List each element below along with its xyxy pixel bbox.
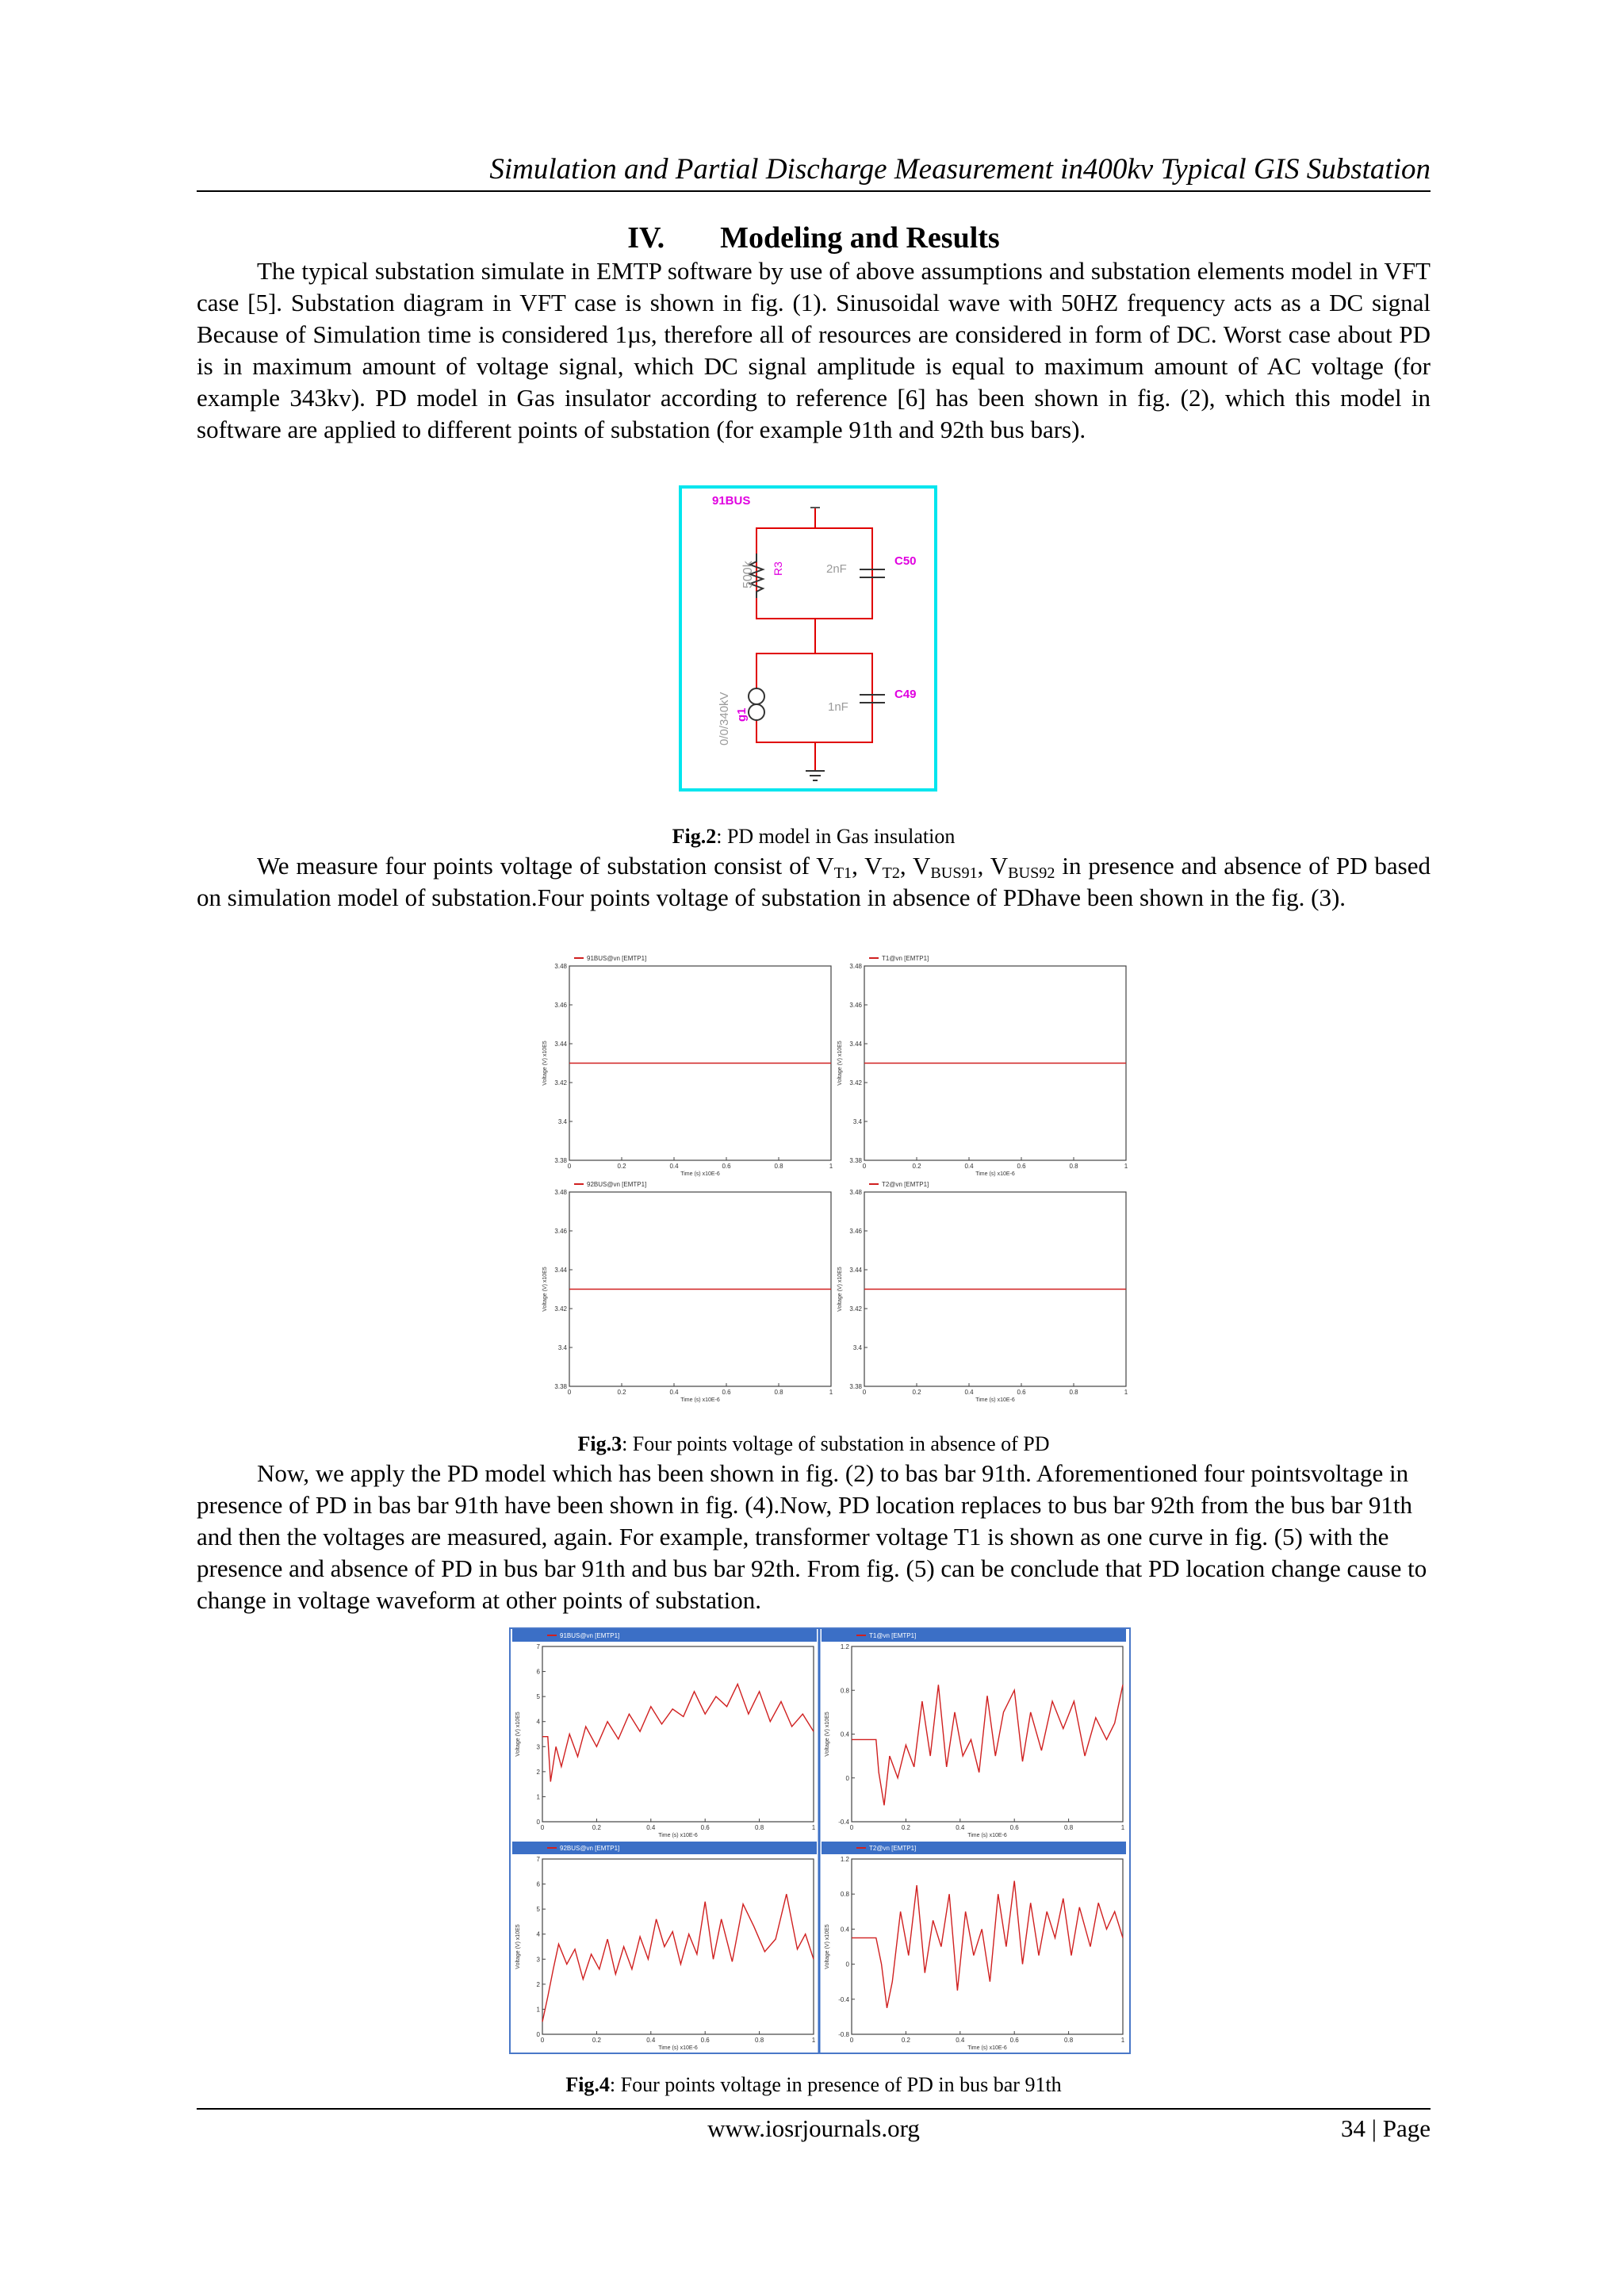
legend-label-fig3-0: 91BUS@vn [EMTP1]: [587, 955, 647, 962]
y-tick-label-fig4-3-1: 0.8: [840, 1891, 849, 1899]
fig3-chart-grid: [539, 952, 1134, 1404]
x-tick-label-fig3-3-2: 0.4: [964, 1389, 974, 1396]
source-name: g1: [735, 707, 749, 722]
y-tick-label-fig4-0-5: 2: [536, 1768, 540, 1776]
p2-text-2: , V: [852, 852, 883, 880]
chart-title-bar-fig4-2: [512, 1842, 817, 1854]
x-axis-label-fig4-0: Time (s) x10E-6: [658, 1833, 698, 1838]
legend-label-fig4-0: 91BUS@vn [EMTP1]: [560, 1632, 620, 1639]
paragraph-3-text: Now, we apply the PD model which has been shown in fig. (2) to bas bar 91th. Aforementioned four pointsvoltage in presence of PD in bas bar 91th have been shown in fig. (4).Now, PD location replaces to bus bar 92th from the bus bar 91th and then the voltages are measured, again. For example, transformer voltage T1 is shown as one curve in fig. (5) with the presence and absence of PD in bus bar 91th and bus bar 92th. From fig. (5) can be conclude that PD location change cause to change in voltage waveform at other points of substation.: [197, 1459, 1427, 1614]
y-tick-label-fig4-1-2: 0.4: [840, 1731, 849, 1738]
y-tick-label-fig3-1-2: 3.44: [849, 1041, 862, 1048]
y-tick-label-fig3-2-5: 3.38: [554, 1383, 567, 1390]
p2-text-3: , V: [899, 852, 931, 880]
y-tick-label-fig4-2-2: 5: [536, 1906, 540, 1914]
x-tick-label-fig4-3-0: 0: [849, 2037, 854, 2044]
x-tick-label-fig3-1-2: 0.4: [964, 1163, 974, 1170]
x-tick-label-fig3-2-4: 0.8: [774, 1389, 783, 1396]
x-tick-label-fig4-2-2: 0.4: [646, 2037, 656, 2044]
page-number: 34 | Page: [1341, 2114, 1431, 2142]
x-tick-label-fig4-1-3: 0.6: [1009, 1824, 1019, 1831]
x-tick-label-fig3-2-3: 0.6: [722, 1389, 731, 1396]
chart-fig4-1: [822, 1629, 1126, 1838]
x-tick-label-fig3-3-0: 0: [862, 1389, 867, 1396]
section-title: Modeling and Results: [720, 221, 1000, 255]
y-tick-label-fig4-2-6: 1: [536, 2006, 540, 2014]
y-tick-label-fig4-0-4: 3: [536, 1743, 540, 1751]
fig3-svg: [539, 952, 1134, 1404]
y-tick-label-fig4-2-1: 6: [536, 1880, 540, 1888]
legend-label-fig4-3: T2@vn [EMTP1]: [869, 1845, 917, 1852]
legend-label-fig4-1: T1@vn [EMTP1]: [869, 1632, 917, 1639]
p2-text-1: We measure four points voltage of substation consist of V: [257, 852, 834, 880]
y-tick-label-fig3-0-2: 3.44: [554, 1041, 567, 1048]
x-axis-label-fig4-2: Time (s) x10E-6: [658, 2045, 698, 2051]
y-tick-label-fig4-3-4: -0.4: [838, 1995, 849, 2003]
fig2-text: : PD model in Gas insulation: [716, 825, 956, 848]
y-tick-label-fig4-1-4: -0.4: [838, 1819, 849, 1826]
y-tick-label-fig3-0-4: 3.4: [557, 1118, 567, 1125]
footer-rule: [197, 2108, 1431, 2110]
y-axis-label-fig4-0: Voltage (V) x10E5: [515, 1711, 521, 1757]
plot-area-fig4-3: [852, 1859, 1123, 2034]
x-tick-label-fig4-0-0: 0: [540, 1824, 545, 1831]
x-tick-label-fig3-2-1: 0.2: [617, 1389, 626, 1396]
source-value: 0/0/340kV: [718, 692, 731, 746]
resistor-value: 500k: [741, 561, 755, 588]
x-tick-label-fig4-3-2: 0.4: [956, 2037, 965, 2044]
x-tick-label-fig4-3-1: 0.2: [901, 2037, 910, 2044]
p2-text-4: , V: [977, 852, 1009, 880]
x-tick-label-fig4-3-4: 0.8: [1064, 2037, 1074, 2044]
section-heading: [197, 220, 1431, 255]
y-tick-label-fig3-2-2: 3.44: [554, 1267, 567, 1274]
p2-sub-3: BUS91: [930, 864, 978, 883]
x-tick-label-fig3-0-5: 1: [829, 1163, 833, 1170]
y-tick-label-fig4-0-1: 6: [536, 1668, 540, 1676]
x-tick-label-fig4-1-4: 0.8: [1064, 1824, 1074, 1831]
y-tick-label-fig3-0-1: 3.46: [554, 1002, 567, 1009]
y-tick-label-fig3-2-1: 3.46: [554, 1228, 567, 1235]
x-tick-label-fig4-0-5: 1: [811, 1824, 816, 1831]
legend-label-fig3-2: 92BUS@vn [EMTP1]: [587, 1181, 647, 1188]
y-tick-label-fig4-2-3: 4: [536, 1930, 540, 1938]
fig4-chart-grid: [509, 1627, 1131, 2054]
y-axis-label-fig4-3: Voltage (V) x10E5: [825, 1924, 830, 1969]
x-axis-label-fig4-3: Time (s) x10E-6: [967, 2045, 1007, 2051]
legend-label-fig3-1: T1@vn [EMTP1]: [882, 955, 929, 962]
pd-circuit-diagram: [679, 485, 937, 792]
x-tick-label-fig4-0-4: 0.8: [755, 1824, 764, 1831]
x-tick-label-fig4-0-3: 0.6: [700, 1824, 710, 1831]
y-tick-label-fig3-0-3: 3.42: [554, 1079, 567, 1087]
y-tick-label-fig4-3-5: -0.8: [838, 2031, 849, 2038]
y-tick-label-fig4-1-3: 0: [845, 1774, 849, 1782]
legend-label-fig3-3: T2@vn [EMTP1]: [882, 1181, 929, 1188]
y-tick-label-fig4-0-3: 4: [536, 1718, 540, 1726]
y-tick-label-fig4-0-0: 7: [536, 1643, 540, 1650]
y-tick-label-fig3-1-3: 3.42: [849, 1079, 862, 1087]
p2-sub-4: BUS92: [1008, 864, 1055, 883]
y-axis-label-fig3-2: Voltage (V) x10E5: [542, 1267, 548, 1312]
x-tick-label-fig3-3-4: 0.8: [1069, 1389, 1078, 1396]
fig4-svg: [511, 1629, 1129, 2053]
plot-area-fig4-1: [852, 1646, 1123, 1822]
x-tick-label-fig4-3-3: 0.6: [1009, 2037, 1019, 2044]
paragraph-3: [197, 1458, 1431, 1616]
chart-fig4-0: [512, 1629, 817, 1838]
y-tick-label-fig3-1-5: 3.38: [849, 1157, 862, 1164]
cap1-name: C50: [894, 554, 917, 568]
chart-fig3-3: [837, 1181, 1128, 1403]
x-tick-label-fig4-1-5: 1: [1120, 1824, 1125, 1831]
p2-text-5: in presence and absence of PD based on simulation model of substation.Four points voltage of substation in absence of PDhave been shown in the fig. (3).: [197, 852, 1431, 911]
y-tick-label-fig4-0-6: 1: [536, 1793, 540, 1801]
y-tick-label-fig3-2-3: 3.42: [554, 1305, 567, 1313]
x-tick-label-fig3-2-2: 0.4: [669, 1389, 679, 1396]
y-tick-label-fig4-0-2: 5: [536, 1693, 540, 1701]
y-tick-label-fig4-1-0: 1.2: [840, 1643, 849, 1650]
fig4-caption: [197, 2073, 1431, 2097]
x-tick-label-fig4-2-3: 0.6: [700, 2037, 710, 2044]
x-tick-label-fig4-1-1: 0.2: [901, 1824, 910, 1831]
chart-fig3-0: [542, 955, 833, 1177]
fig2-caption: [197, 825, 1431, 849]
y-tick-label-fig3-3-5: 3.38: [849, 1383, 862, 1390]
x-axis-label-fig4-1: Time (s) x10E-6: [967, 1833, 1007, 1838]
bus-label: 91BUS: [712, 494, 751, 508]
y-tick-label-fig3-1-0: 3.48: [849, 963, 862, 970]
p2-sub-2: T2: [882, 864, 900, 883]
y-axis-label-fig4-2: Voltage (V) x10E5: [515, 1924, 521, 1969]
footer-url: www.iosrjournals.org: [707, 2114, 920, 2142]
x-tick-label-fig3-1-4: 0.8: [1069, 1163, 1078, 1170]
y-tick-label-fig4-3-0: 1.2: [840, 1856, 849, 1863]
p2-sub-1: T1: [833, 864, 852, 883]
y-tick-label-fig3-3-0: 3.48: [849, 1189, 862, 1196]
y-tick-label-fig4-3-3: 0: [845, 1961, 849, 1968]
x-axis-label-fig3-3: Time (s) x10E-6: [975, 1397, 1015, 1403]
y-tick-label-fig3-2-0: 3.48: [554, 1189, 567, 1196]
x-tick-label-fig3-2-5: 1: [829, 1389, 833, 1396]
x-tick-label-fig4-1-2: 0.4: [956, 1824, 965, 1831]
paragraph-1-text: The typical substation simulate in EMTP software by use of above assumptions and substation elements model in VFT case [5]. Substation diagram in VFT case is shown in fig. (1). Sinusoidal wave with 50HZ frequency acts as a DC signal Because of Simulation time is considered 1µs, therefore all of resources are considered in form of DC. Worst case about PD is in maximum amount of voltage signal, which DC signal amplitude is equal to maximum amount of AC voltage (for example 343kv). PD model in Gas insulator according to reference [6] has been shown in fig. (2), which this model in software are applied to different points of substation (for example 91th and 92th bus bars).: [197, 257, 1431, 443]
paragraph-1: [197, 255, 1431, 446]
y-tick-label-fig3-3-3: 3.42: [849, 1305, 862, 1313]
x-tick-label-fig3-1-1: 0.2: [912, 1163, 921, 1170]
x-tick-label-fig3-0-1: 0.2: [617, 1163, 626, 1170]
x-tick-label-fig4-3-5: 1: [1120, 2037, 1125, 2044]
x-tick-label-fig3-3-1: 0.2: [912, 1389, 921, 1396]
fig2-label: Fig.2: [672, 825, 717, 848]
chart-title-bar-fig4-1: [822, 1629, 1126, 1642]
y-tick-label-fig4-2-4: 3: [536, 1956, 540, 1964]
running-header: Simulation and Partial Discharge Measurement in400kv Typical GIS Substation: [489, 153, 1431, 186]
x-tick-label-fig3-1-0: 0: [862, 1163, 867, 1170]
fig3-label: Fig.3: [577, 1432, 622, 1455]
y-axis-label-fig3-3: Voltage (V) x10E5: [837, 1267, 843, 1312]
chart-fig3-2: [542, 1181, 833, 1403]
x-axis-label-fig3-1: Time (s) x10E-6: [975, 1171, 1015, 1177]
fig3-text: : Four points voltage of substation in absence of PD: [622, 1432, 1050, 1455]
x-tick-label-fig3-0-3: 0.6: [722, 1163, 731, 1170]
chart-title-bar-fig4-3: [822, 1842, 1126, 1854]
x-tick-label-fig3-0-0: 0: [567, 1163, 572, 1170]
chart-title-bar-fig4-0: [512, 1629, 817, 1642]
y-tick-label-fig4-3-2: 0.4: [840, 1926, 849, 1934]
y-tick-label-fig3-0-0: 3.48: [554, 963, 567, 970]
ground-icon: [806, 771, 825, 780]
y-axis-label-fig3-0: Voltage (V) x10E5: [542, 1041, 548, 1086]
plot-area-fig4-0: [542, 1646, 814, 1822]
y-tick-label-fig4-2-7: 0: [536, 2031, 540, 2038]
plot-area-fig4-2: [542, 1859, 814, 2034]
x-tick-label-fig4-0-2: 0.4: [646, 1824, 656, 1831]
cap1-value: 2nF: [826, 562, 847, 576]
x-axis-label-fig3-2: Time (s) x10E-6: [680, 1397, 720, 1403]
x-tick-label-fig4-2-0: 0: [540, 2037, 545, 2044]
y-axis-label-fig4-1: Voltage (V) x10E5: [825, 1711, 830, 1757]
section-number: IV.: [627, 221, 665, 255]
x-tick-label-fig3-0-2: 0.4: [669, 1163, 679, 1170]
cap2-name: C49: [894, 688, 917, 701]
x-tick-label-fig4-2-5: 1: [811, 2037, 816, 2044]
x-axis-label-fig3-0: Time (s) x10E-6: [680, 1171, 720, 1177]
y-tick-label-fig3-3-4: 3.4: [852, 1344, 862, 1351]
x-tick-label-fig3-0-4: 0.8: [774, 1163, 783, 1170]
chart-fig4-3: [822, 1842, 1126, 2051]
y-axis-label-fig3-1: Voltage (V) x10E5: [837, 1041, 843, 1086]
chart-fig3-1: [837, 955, 1128, 1177]
paragraph-2: [197, 850, 1431, 914]
fig3-caption: [197, 1432, 1431, 1456]
x-tick-label-fig3-2-0: 0: [567, 1389, 572, 1396]
x-tick-label-fig3-1-3: 0.6: [1017, 1163, 1026, 1170]
header-rule: [197, 190, 1431, 192]
voltage-source-symbol: [749, 688, 764, 720]
y-tick-label-fig4-0-7: 0: [536, 1819, 540, 1826]
x-tick-label-fig3-3-5: 1: [1124, 1389, 1128, 1396]
y-tick-label-fig3-1-1: 3.46: [849, 1002, 862, 1009]
y-tick-label-fig3-3-1: 3.46: [849, 1228, 862, 1235]
fig4-text: : Four points voltage in presence of PD in bus bar 91th: [609, 2073, 1062, 2096]
x-tick-label-fig4-1-0: 0: [849, 1824, 854, 1831]
y-tick-label-fig3-3-2: 3.44: [849, 1267, 862, 1274]
chart-fig4-2: [512, 1842, 817, 2051]
y-tick-label-fig3-1-4: 3.4: [852, 1118, 862, 1125]
x-tick-label-fig3-1-5: 1: [1124, 1163, 1128, 1170]
cap2-value: 1nF: [828, 700, 848, 714]
y-tick-label-fig4-2-5: 2: [536, 1980, 540, 1988]
x-tick-label-fig3-3-3: 0.6: [1017, 1389, 1026, 1396]
y-tick-label-fig4-2-0: 7: [536, 1856, 540, 1863]
y-tick-label-fig4-1-1: 0.8: [840, 1687, 849, 1695]
x-tick-label-fig4-2-1: 0.2: [592, 2037, 601, 2044]
y-tick-label-fig3-0-5: 3.38: [554, 1157, 567, 1164]
legend-label-fig4-2: 92BUS@vn [EMTP1]: [560, 1845, 620, 1852]
resistor-name: R3: [772, 562, 784, 576]
x-tick-label-fig4-0-1: 0.2: [592, 1824, 601, 1831]
y-tick-label-fig3-2-4: 3.4: [557, 1344, 567, 1351]
fig4-label: Fig.4: [565, 2073, 610, 2096]
x-tick-label-fig4-2-4: 0.8: [755, 2037, 764, 2044]
